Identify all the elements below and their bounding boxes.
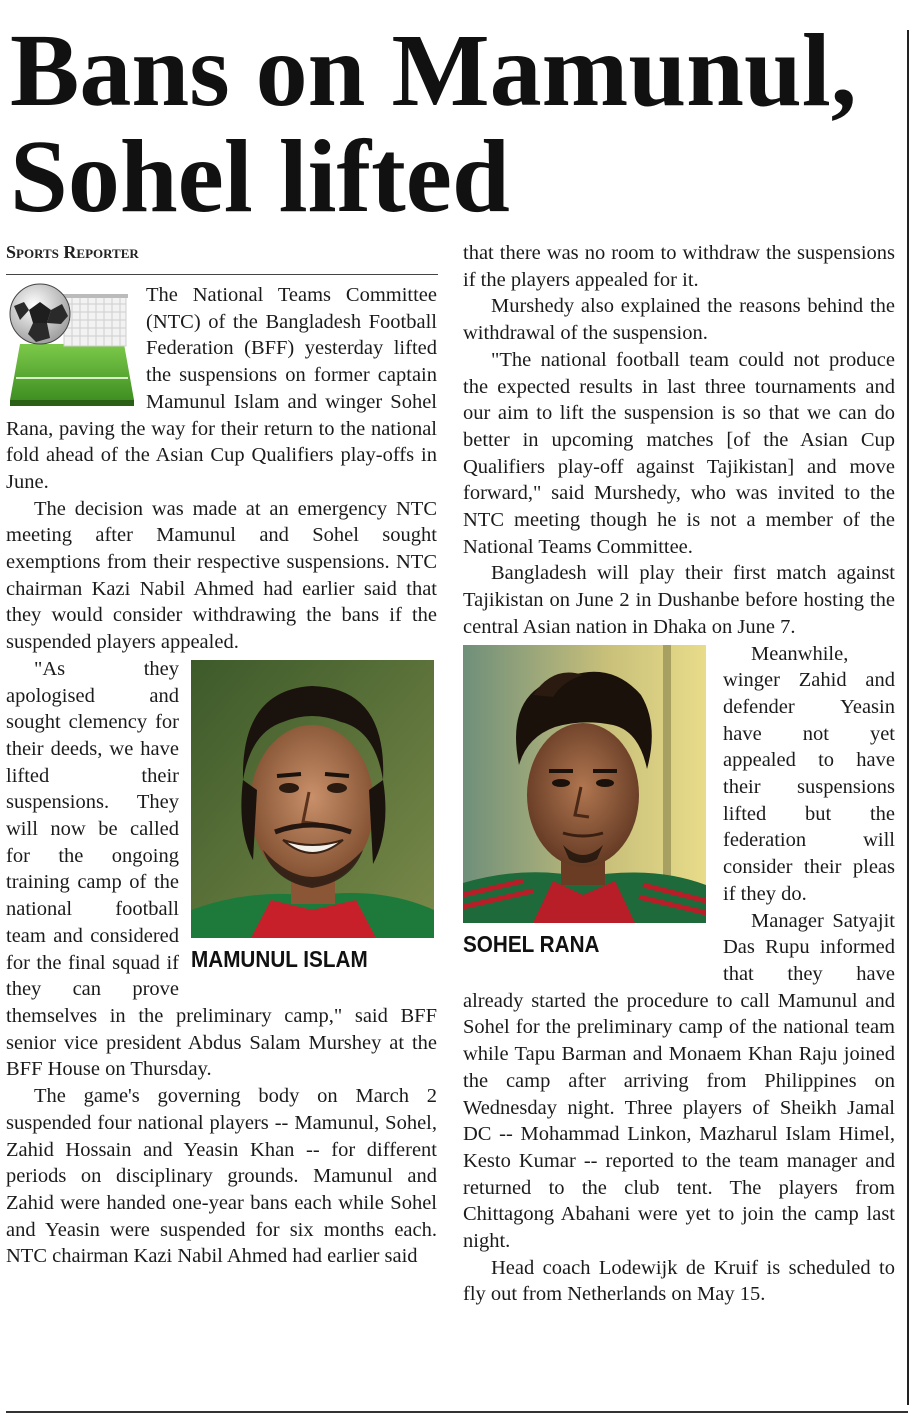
- sohel-photo: [463, 645, 706, 923]
- paragraph: "The national football team could not produce the expected results in last three tournaments and our aim to lift the suspension is so that we can do better in upcoming matches [of the Asian Cup Qualifiers play-off against Tajikistan] and move forward," said Murshedy, who was invited to the NTC meeting though he is not a member of the National Teams Committee.: [463, 348, 895, 558]
- photo-caption-sohel: SOHEL RANA: [463, 930, 600, 957]
- byline-rule: [6, 274, 438, 275]
- headline: [10, 13, 900, 234]
- paragraph: "As they apologised and sought clemency for their deeds, we have lifted their suspensions. They will now be called for the ongoing training camp of the national football team and considered for the final squad if they can prove themselves in the preliminary camp," said BFF senior vice president Abdus Salam Murshey at the BFF House on Thursday.: [6, 657, 437, 1081]
- paragraph: The game's governing body on March 2 suspended four national players -- Mamunul, Sohel, Zahid Hossain and Yeasin Khan -- for different periods on disciplinary grounds. Mamunul and Zahid were handed one-year bans each while Sohel and Yeasin were suspended for six months each. NTC chairman Kazi Nabil Ahmed had earlier said: [6, 1085, 437, 1268]
- paragraph: The decision was made at an emergency NTC meeting after Mamunul and Sohel sought exemptions from their respective suspensions. NTC chairman Kazi Nabil Ahmed had earlier said that they would consider withdrawing the bans if the suspended players appealed.: [6, 497, 437, 654]
- paragraph: Bangladesh will play their first match against Tajikistan on June 2 in Dushanbe before hosting the central Asian nation in Dhaka on June 7.: [463, 562, 895, 638]
- page-bottom-rule: [6, 1411, 908, 1413]
- headline-line-1: Bans on Mamunul,: [10, 13, 857, 128]
- column-rule: [907, 30, 909, 1405]
- photo-mamunul: [191, 660, 437, 990]
- mamunul-photo: [191, 660, 434, 938]
- photo-caption-mamunul: MAMUNUL ISLAM: [191, 945, 368, 972]
- paragraph: Meanwhile, winger Zahid and defender Yeasin have not yet appealed to have their suspensions lifted but the federation will consider their pleas if they do.: [723, 642, 895, 905]
- paragraph: The National Teams Committee (NTC) of the Bangladesh Football Federation (BFF) yesterday lifted the suspensions on former captain Mamunul Islam and winger Sohel Rana, paving the way for their return to the national fold ahead of the Asian Cup Qualifiers play-offs in June.: [6, 284, 437, 493]
- paragraph: that there was no room to withdraw the suspensions if the players appealed for it.: [463, 242, 895, 291]
- paragraph: Murshedy also explained the reasons behind the withdrawal of the suspension.: [463, 295, 895, 345]
- article-column-1: [6, 282, 437, 1270]
- football-goal-icon: [6, 282, 138, 410]
- byline: Sports Reporter: [6, 242, 139, 262]
- photo-sohel: [463, 645, 709, 975]
- article-column-2: [463, 240, 895, 1308]
- paragraph: Head coach Lodewijk de Kruif is scheduled to fly out from Netherlands on May 15.: [463, 1256, 895, 1306]
- paragraph: Manager Satyajit Das Rupu informed that they have already started the procedure to call Mamunul and Sohel for the preliminary camp of the national team while Tapu Barman and Monaem Khan Raju joined the camp after arriving from Philippines on Wednesday night. Three players of Sheikh Jamal DC -- Mohammad Linkon, Mazharul Islam Himel, Kesto Kumar -- reported to the team manager and returned to the club tent. The players from Chittagong Abahani were yet to join the camp last night.: [463, 909, 895, 1253]
- headline-line-2: Sohel lifted: [10, 119, 510, 234]
